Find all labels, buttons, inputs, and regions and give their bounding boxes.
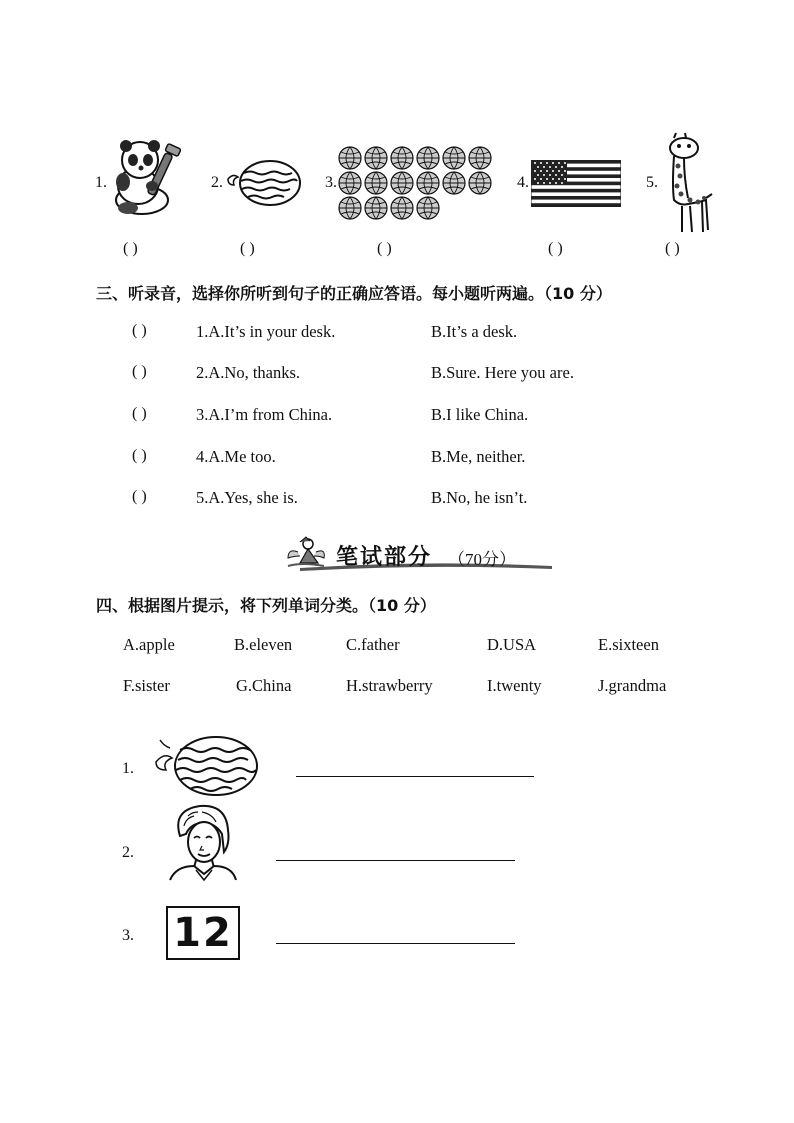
option-a: 1.A.It’s in your desk. — [196, 322, 336, 341]
usa-flag-icon — [531, 160, 621, 207]
panda-icon — [108, 138, 190, 218]
answer-line[interactable] — [276, 943, 515, 944]
word-option: C.father — [346, 635, 400, 654]
option-a: 4.A.Me too. — [196, 447, 276, 466]
item-number: 2. — [211, 174, 223, 191]
answer-paren[interactable]: ( ) — [132, 447, 147, 464]
option-a: 5.A.Yes, she is. — [196, 488, 298, 507]
number-card-icon — [166, 906, 240, 960]
item-number: 1. — [122, 760, 134, 777]
answer-paren[interactable]: ( ) — [132, 488, 147, 505]
item-number: 3. — [325, 174, 337, 191]
word-option: D.USA — [487, 635, 537, 654]
word-option: A.apple — [123, 635, 175, 654]
balls-icon — [336, 146, 496, 222]
option-b: B.Sure. Here you are. — [431, 363, 574, 382]
answer-paren[interactable]: ( ) — [132, 322, 147, 339]
section-title-listening: 三、听录音，选择你所听到句子的正确应答语。每小题听两遍。（10 分） — [96, 284, 612, 303]
answer-paren[interactable]: ( ) — [548, 240, 563, 257]
option-b: B.It’s a desk. — [431, 322, 518, 341]
answer-paren[interactable]: ( ) — [240, 240, 255, 257]
option-a: 3.A.I’m from China. — [196, 405, 333, 424]
watermelon-icon — [224, 157, 302, 207]
item-number: 1. — [95, 174, 107, 191]
option-a: 2.A.No, thanks. — [196, 363, 301, 382]
word-option: I.twenty — [487, 676, 542, 695]
banner-score: （70分） — [448, 550, 516, 569]
banner-title: 笔试部分 — [336, 545, 433, 570]
option-b: B.I like China. — [431, 405, 529, 424]
word-option: H.strawberry — [346, 676, 433, 695]
answer-paren[interactable]: ( ) — [665, 240, 680, 257]
answer-paren[interactable]: ( ) — [123, 240, 138, 257]
answer-line[interactable] — [276, 860, 515, 861]
item-number: 2. — [122, 844, 134, 861]
giraffe-icon — [660, 132, 716, 234]
option-b: B.No, he isn’t. — [431, 488, 528, 507]
word-option: G.China — [236, 676, 292, 695]
option-b: B.Me, neither. — [431, 447, 526, 466]
word-option: B.eleven — [234, 635, 293, 654]
word-option: F.sister — [123, 676, 170, 695]
item-number: 3. — [122, 927, 134, 944]
section-title-classify: 四、根据图片提示，将下列单词分类。（10 分） — [96, 596, 436, 615]
answer-paren[interactable]: ( ) — [132, 363, 147, 380]
number-card-value: 12 — [173, 910, 233, 956]
answer-line[interactable] — [296, 776, 534, 777]
word-option: E.sixteen — [598, 635, 659, 654]
word-option: J.grandma — [598, 676, 667, 695]
watermelon-icon — [150, 732, 260, 798]
answer-paren[interactable]: ( ) — [132, 405, 147, 422]
item-number: 4. — [517, 174, 529, 191]
answer-paren[interactable]: ( ) — [377, 240, 392, 257]
item-number: 5. — [646, 174, 658, 191]
woman-portrait-icon — [166, 802, 240, 882]
